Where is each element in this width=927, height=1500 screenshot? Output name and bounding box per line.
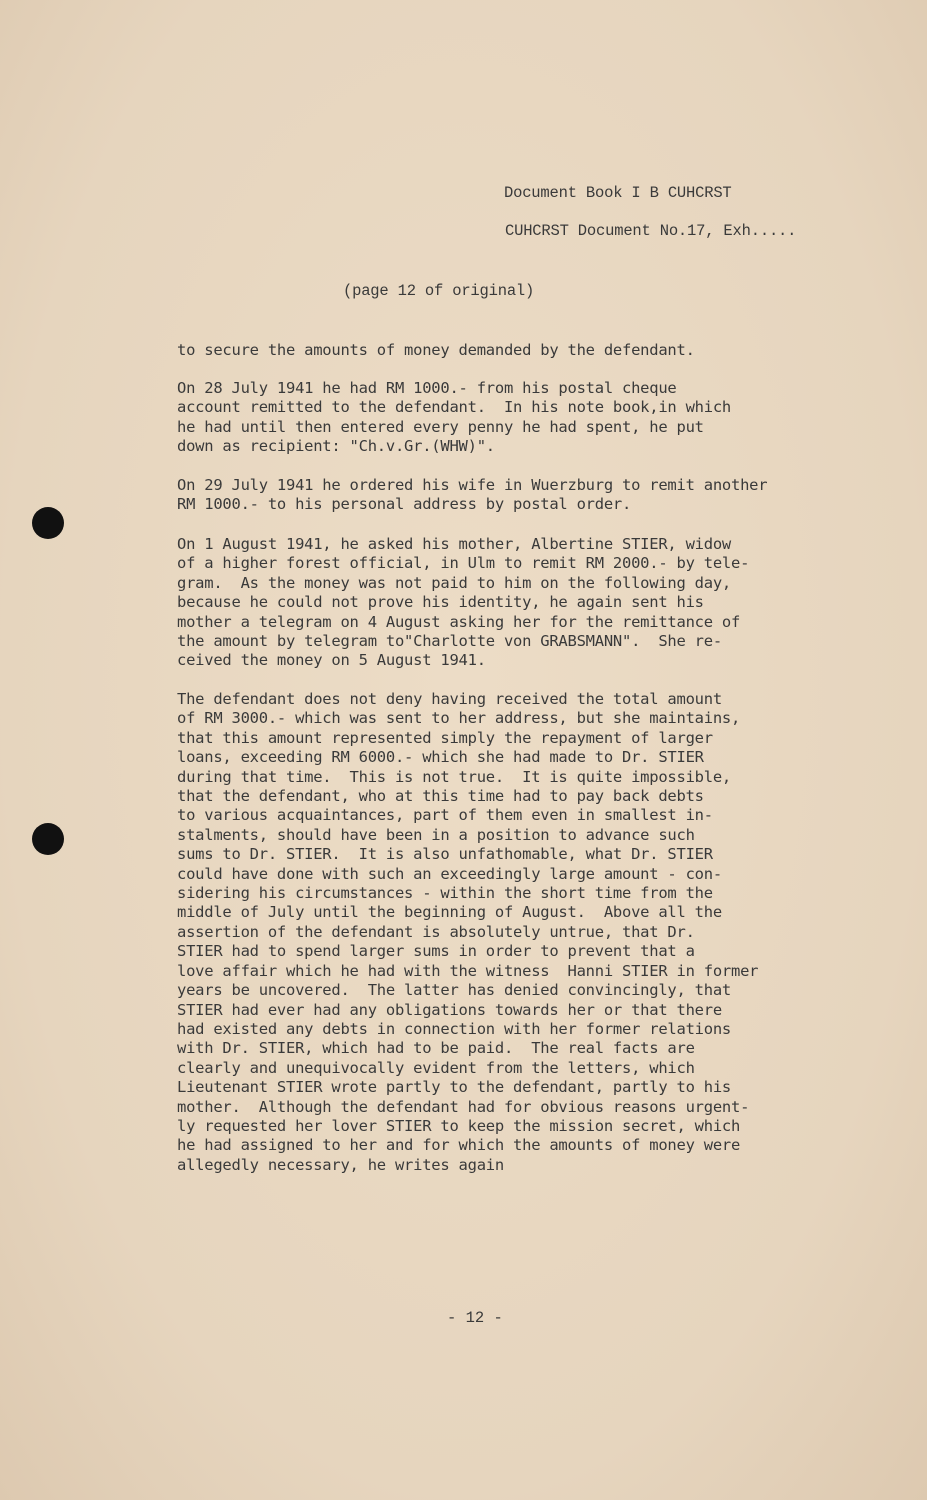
document-number-label: CUHCRST Document No.17, Exh..... xyxy=(505,222,797,240)
paragraph-28-july: On 28 July 1941 he had RM 1000.- from his postal cheque account remitted to the defendant. In his note book,in which he had until then entered every penny he had spent, he put down as recipient: "Ch.v.Gr.(WHW)". xyxy=(177,379,731,456)
page-number: - 12 - xyxy=(447,1309,503,1327)
punch-hole-bottom xyxy=(32,823,64,855)
paragraph-29-july: On 29 July 1941 he ordered his wife in Wuerzburg to remit another RM 1000.- to his personal address by postal order. xyxy=(177,476,768,514)
document-book-label: Document Book I B CUHCRST xyxy=(504,184,732,202)
punch-hole-top xyxy=(32,507,64,539)
paragraph-defendant-denial: The defendant does not deny having received the total amount of RM 3000.- which was sent to her address, but she maintains, that this amount represented simply the repayment of larger loans, exceeding RM 6000.- which she had made to Dr. STIER during that time. This is not true. It is quite impossible, that the defendant, who at this time had to pay back debts to various acquaintances, part of them even in smallest in- stalments, should have been in a position to advance such sums to Dr. STIER. It is also unfathomable, what Dr. STIER could have done with such an exceedingly large amount - con- sidering his circumstances - within the short time from the middle of July until the beginning of August. Above all the assertion of the defendant is absolutely untrue, that Dr. STIER had to spend larger sums in order to prevent that a love affair which he had with the witness Hanni STIER in former years be uncovered. The latter has denied convincingly, that STIER had ever had any obligations towards her or that there had existed any debts in connection with her former relations with Dr. STIER, which had to be paid. The real facts are clearly and unequivocally evident from the letters, which Lieutenant STIER wrote partly to the defendant, partly to his mother. Although the defendant had for obvious reasons urgent- ly requested her lover STIER to keep the mission secret, which he had assigned to her and for which the amounts of money were allegedly necessary, he writes again xyxy=(177,690,759,1174)
paragraph-continuation: to secure the amounts of money demanded by the defendant. xyxy=(177,341,695,359)
paragraph-1-august: On 1 August 1941, he asked his mother, Albertine STIER, widow of a higher forest official, in Ulm to remit RM 2000.- by tele- gram. As the money was not paid to him on the following day, because he could not prove his identity, he again sent his mother a telegram on 4 August asking her for the remittance of the amount by telegram to"Charlotte von GRABSMANN". She re- ceived the money on 5 August 1941. xyxy=(177,535,750,670)
original-page-reference: (page 12 of original) xyxy=(343,282,535,300)
